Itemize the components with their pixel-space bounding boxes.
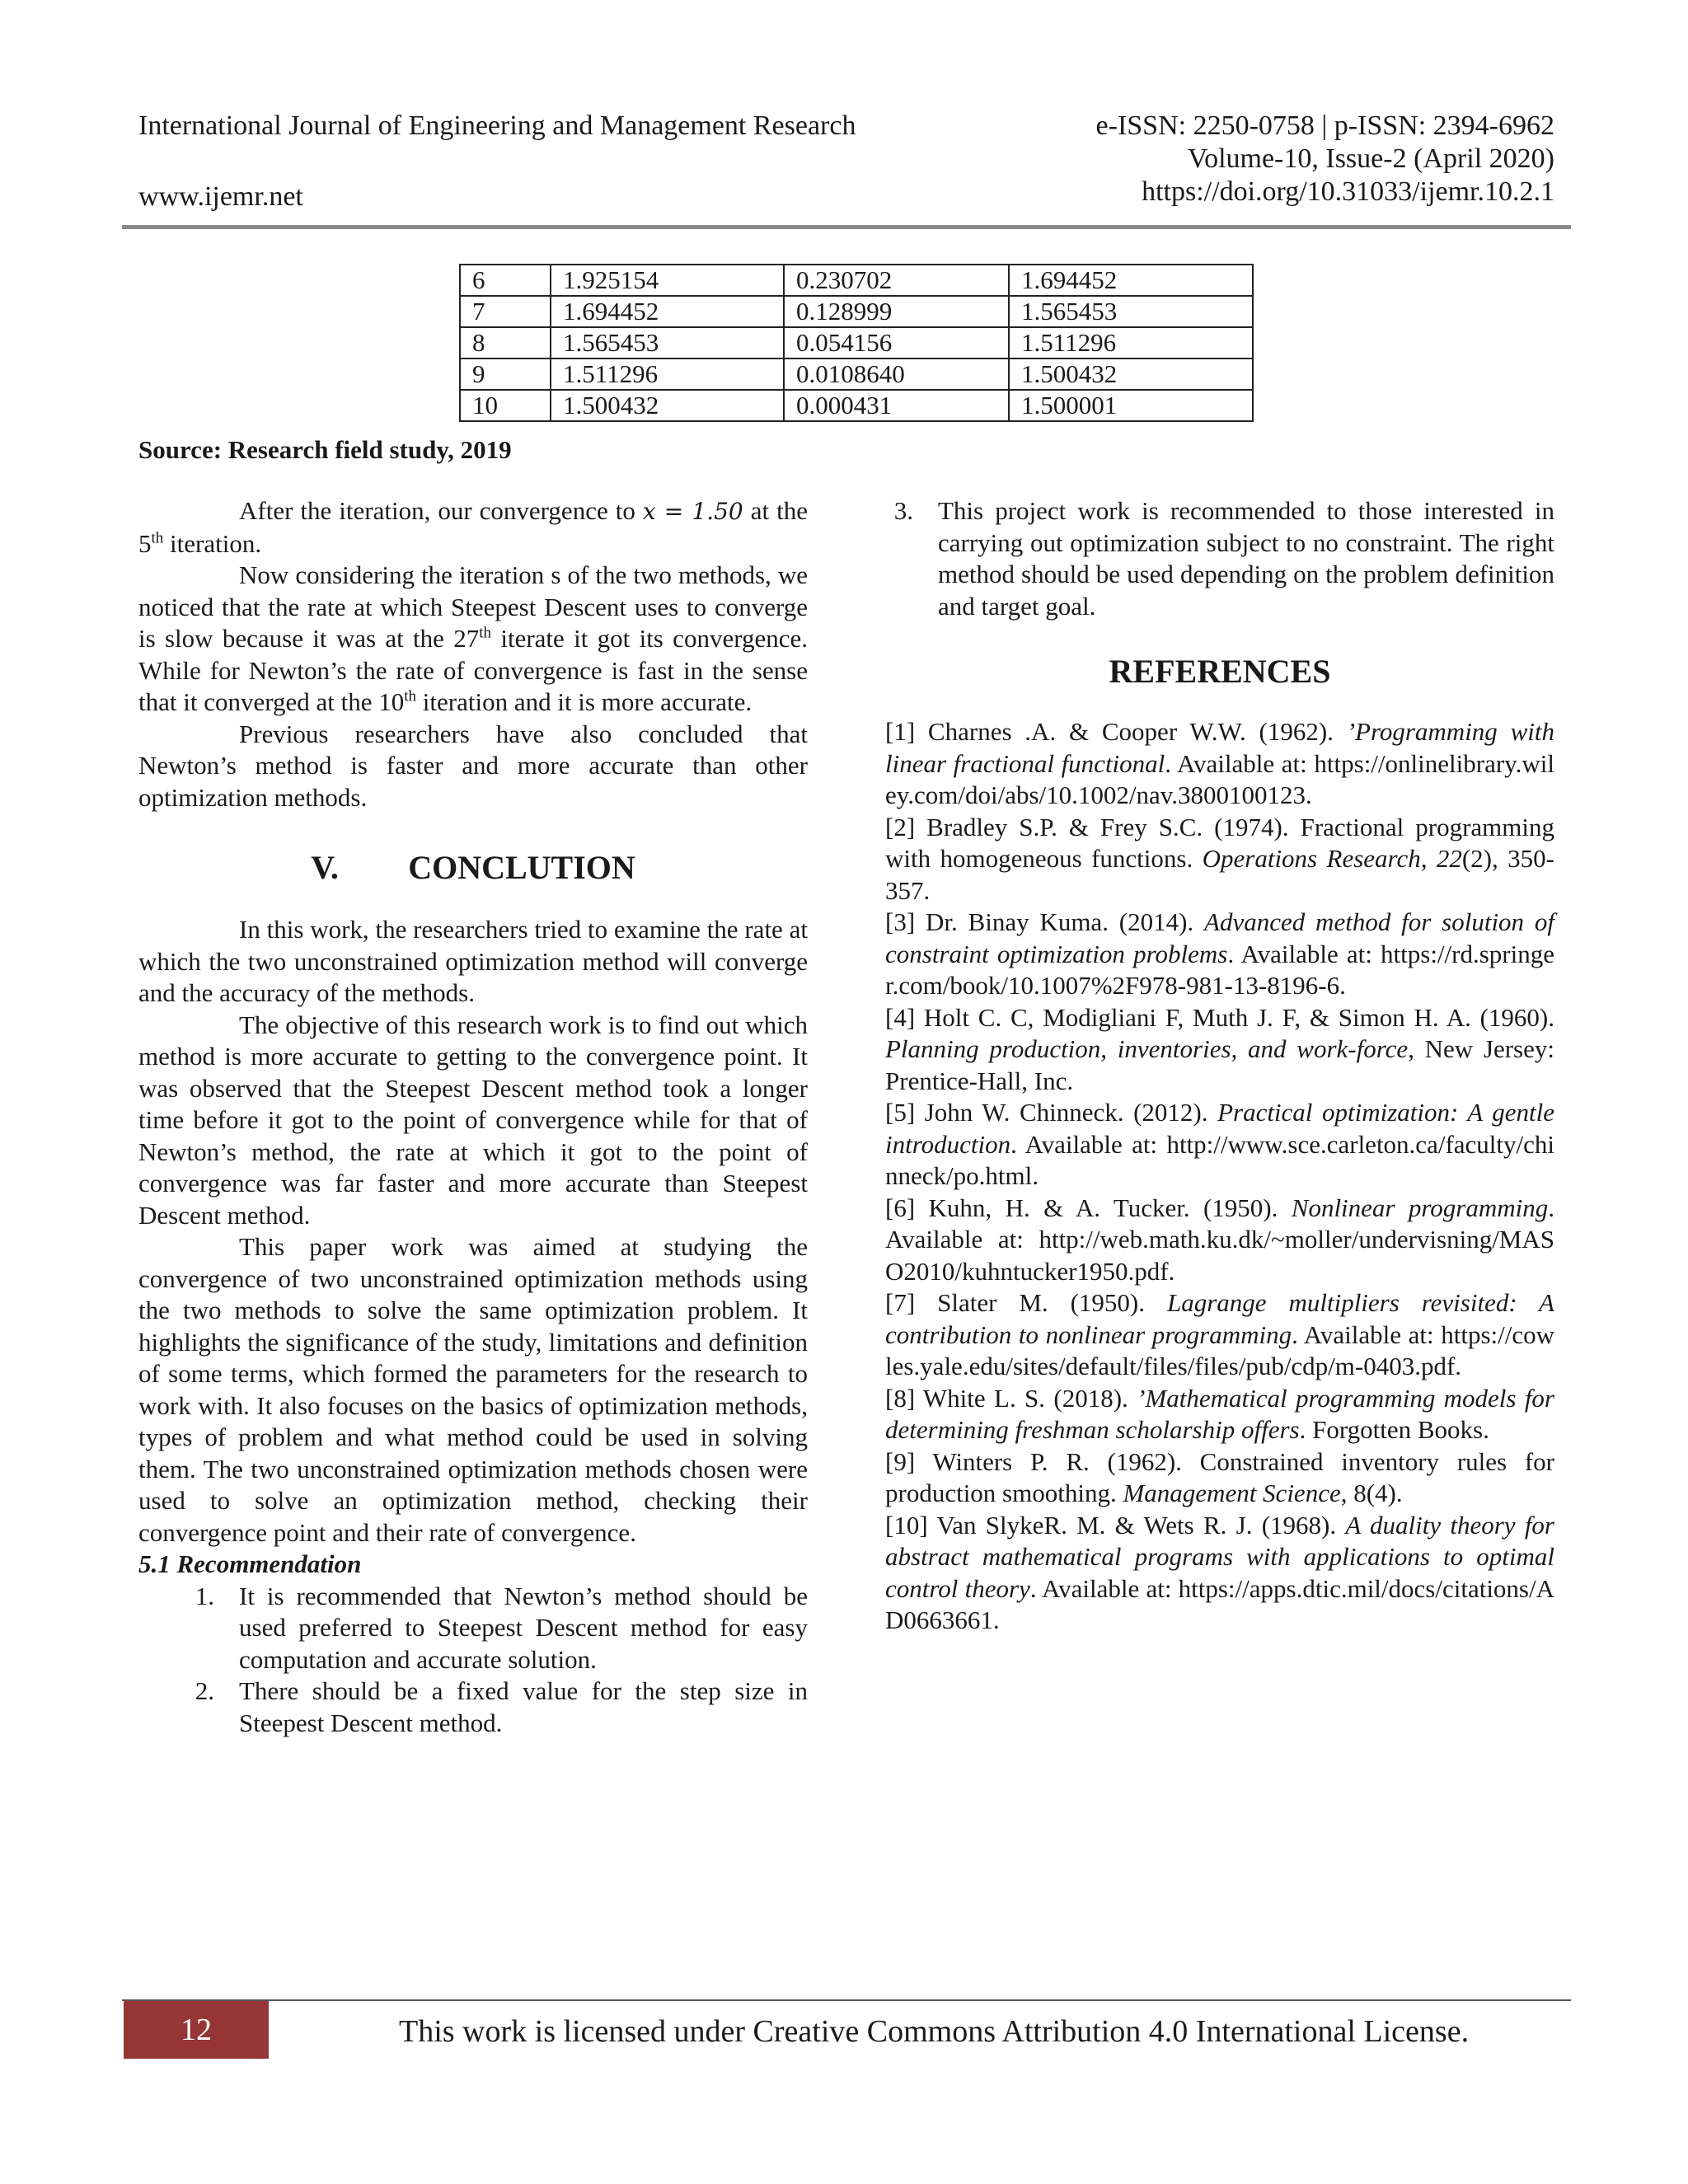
reference-6: [6] Kuhn, H. & A. Tucker. (1950). Nonlinear programming. Available at: http://web.math.ku.dk/~moller/undervisning/MASO2010/kuhntucker1950.pdf. — [885, 1193, 1554, 1286]
table-cell: 0.054156 — [784, 327, 1009, 359]
body-paragraph-2: Now considering the iteration s of the two methods, we noticed that the rate at which Steepest Descent uses to converge is slow because it was at the 27th iterate it got its convergence. While for Newton’s the rate of convergence is fast in the sense that it converged at the 10th iteration and it is more accurate. — [138, 560, 808, 716]
table-row — [460, 327, 1253, 359]
reference-link[interactable]: https://onlinelibrary.wiley.com/doi/abs/10.1002/nav.3800100123. — [885, 748, 1554, 809]
volume-issue: Volume-10, Issue-2 (April 2020) — [1187, 143, 1554, 174]
section-heading-conclusion: V. CONCLUTION — [311, 849, 635, 886]
reference-link[interactable]: https://cowles.yale.edu/sites/default/files/files/pub/cdp/m-0403.pdf. — [885, 1319, 1554, 1380]
reference-1: [1] Charnes .A. & Cooper W.W. (1962). ’Programming with linear fractional functional. Available at: https://onlinelibrary.wiley.com/doi/abs/10.1002/nav.3800100123. — [885, 717, 1555, 809]
section-heading-references: REFERENCES — [1109, 653, 1331, 690]
right-column — [885, 495, 1554, 1637]
math-expression: x = 1.50 — [642, 498, 743, 525]
list-item: 3. This project work is recommended to those interested in carrying out optimization subject to no constraint. The right method should be used depending on the problem definition and target goal. — [893, 496, 1554, 621]
issn: e-ISSN: 2250-0758 | p-ISSN: 2394-6962 — [1095, 110, 1554, 141]
conclusion-paragraph-3: This paper work was aimed at studying the convergence of two unconstrained optimization methods using the two methods to solve the same optimization problem. It highlights the significance of the study, limitations and definition of some terms, which formed the parameters for the research to work with. It also focuses on the basics of optimization methods, types of problem and what method could be used in solving them. The two unconstrained optimization methods chosen were used to solve an optimization method, checking their convergence point and their rate of convergence. — [138, 1232, 808, 1547]
reference-8: [8] White L. S. (2018). ’Mathematical programming models for determining freshman scholarship offers. Forgotten Books. — [885, 1383, 1554, 1444]
table-cell: 1.511296 — [551, 359, 784, 390]
list-item: 1. It is recommended that Newton’s method should be used preferred to Steepest Descent method for easy computation and accurate solution. — [195, 1581, 808, 1674]
table-cell: 1.500432 — [551, 390, 784, 421]
table-source: Source: Research field study, 2019 — [138, 435, 512, 464]
reference-7: [7] Slater M. (1950). Lagrange multipliers revisited: A contribution to nonlinear programming. Available at: https://cowles.yale.edu/sites/default/files/files/pub/cdp/m-0403.pdf. — [885, 1288, 1554, 1380]
reference-2: [2] Bradley S.P. & Frey S.C. (1974). Fractional programming with homogeneous functions. Operations Research, 22(2), 350-357. — [885, 812, 1554, 905]
table-cell: 1.694452 — [551, 296, 784, 327]
table-cell: 1.565453 — [551, 327, 784, 359]
body-paragraph-1: After the iteration, our convergence to x = 1.50 at the 5th iteration. — [138, 496, 809, 558]
header-right — [1096, 110, 1554, 209]
table-cell: 1.500432 — [1009, 359, 1253, 390]
table-cell: 0.230702 — [784, 265, 1009, 296]
table-cell: 0.000431 — [784, 390, 1009, 421]
body-paragraph-3: Previous researchers have also concluded that Newton’s method is faster and more accurate than other optimization methods. — [138, 719, 808, 812]
reference-10: [10] Van SlykeR. M. & Wets R. J. (1968). A duality theory for abstract mathematical programs with applications to optimal control theory. Available at: https://apps.dtic.mil/docs/citations/AD0663661. — [885, 1510, 1554, 1634]
reference-9: [9] Winters P. R. (1962). Constrained inventory rules for production smoothing. Management Science, 8(4). — [885, 1446, 1554, 1507]
list-item: 2. There should be a fixed value for the step size in Steepest Descent method. — [195, 1676, 808, 1737]
table-row — [460, 390, 1253, 421]
reference-5: [5] John W. Chinneck. (2012). Practical optimization: A gentle introduction. Available at: http://www.sce.carleton.ca/faculty/chinneck/po.html. — [885, 1098, 1554, 1190]
reference-link[interactable]: https://apps.dtic.mil/docs/citations/AD0663661. — [885, 1573, 1554, 1634]
page-number: 12 — [124, 2001, 269, 2059]
reference-4: [4] Holt C. C, Modigliani F, Muth J. F, & Simon H. A. (1960). Planning production, inventories, and work-force, New Jersey: Prentice-Hall, Inc. — [885, 1002, 1554, 1095]
reference-link[interactable]: http://www.sce.carleton.ca/faculty/chinneck/po.html. — [885, 1129, 1554, 1190]
license-notice: This work is licensed under Creative Commons Attribution 4.0 International License. — [399, 2014, 1470, 2049]
table-cell: 0.128999 — [784, 296, 1009, 327]
table-cell: 1.511296 — [1009, 327, 1253, 359]
footer-rule — [122, 1999, 1571, 2001]
header-rule — [122, 225, 1571, 229]
subsection-heading-recommendation: 5.1 Recommendation — [138, 1549, 362, 1578]
table-cell: 1.694452 — [1009, 265, 1253, 296]
journal-website: www.ijemr.net — [138, 181, 303, 212]
table-cell: 1.565453 — [1009, 296, 1253, 327]
table-cell: 0.0108640 — [784, 359, 1009, 390]
doi: https://doi.org/10.31033/ijemr.10.2.1 — [1142, 176, 1554, 207]
left-column — [138, 495, 808, 1739]
table-cell: 1.500001 — [1009, 390, 1253, 421]
table-cell: 9 — [460, 359, 551, 390]
table-cell: 8 — [460, 327, 551, 359]
reference-link[interactable]: https://rd.springer.com/book/10.1007%2F978-981-13-8196-6. — [885, 939, 1554, 1000]
table-row — [460, 265, 1253, 296]
conclusion-paragraph-2: The objective of this research work is to find out which method is more accurate to getting to the convergence point. It was observed that the Steepest Descent method took a longer time before it got to the point of convergence while for that of Newton’s method, the rate at which it got to the point of convergence was far faster and more accurate than Steepest Descent method. — [138, 1010, 808, 1230]
iteration-table — [459, 264, 1254, 422]
table-row — [460, 296, 1253, 327]
reference-link[interactable]: http://web.math.ku.dk/~moller/undervisning/MASO2010/kuhntucker1950.pdf. — [885, 1225, 1554, 1286]
table-cell: 6 — [460, 265, 551, 296]
journal-name: International Journal of Engineering and Management Research — [138, 110, 856, 141]
table-cell: 7 — [460, 296, 551, 327]
table-cell: 10 — [460, 390, 551, 421]
reference-3: [3] Dr. Binay Kuma. (2014). Advanced method for solution of constraint optimization problems. Available at: https://rd.springer.com/book/10.1007%2F978-981-13-8196-6. — [885, 907, 1555, 1000]
table-row — [460, 359, 1253, 390]
conclusion-paragraph-1: In this work, the researchers tried to examine the rate at which the two unconstrained optimization method will converge and the accuracy of the methods. — [138, 915, 808, 1007]
table-cell: 1.925154 — [551, 265, 784, 296]
